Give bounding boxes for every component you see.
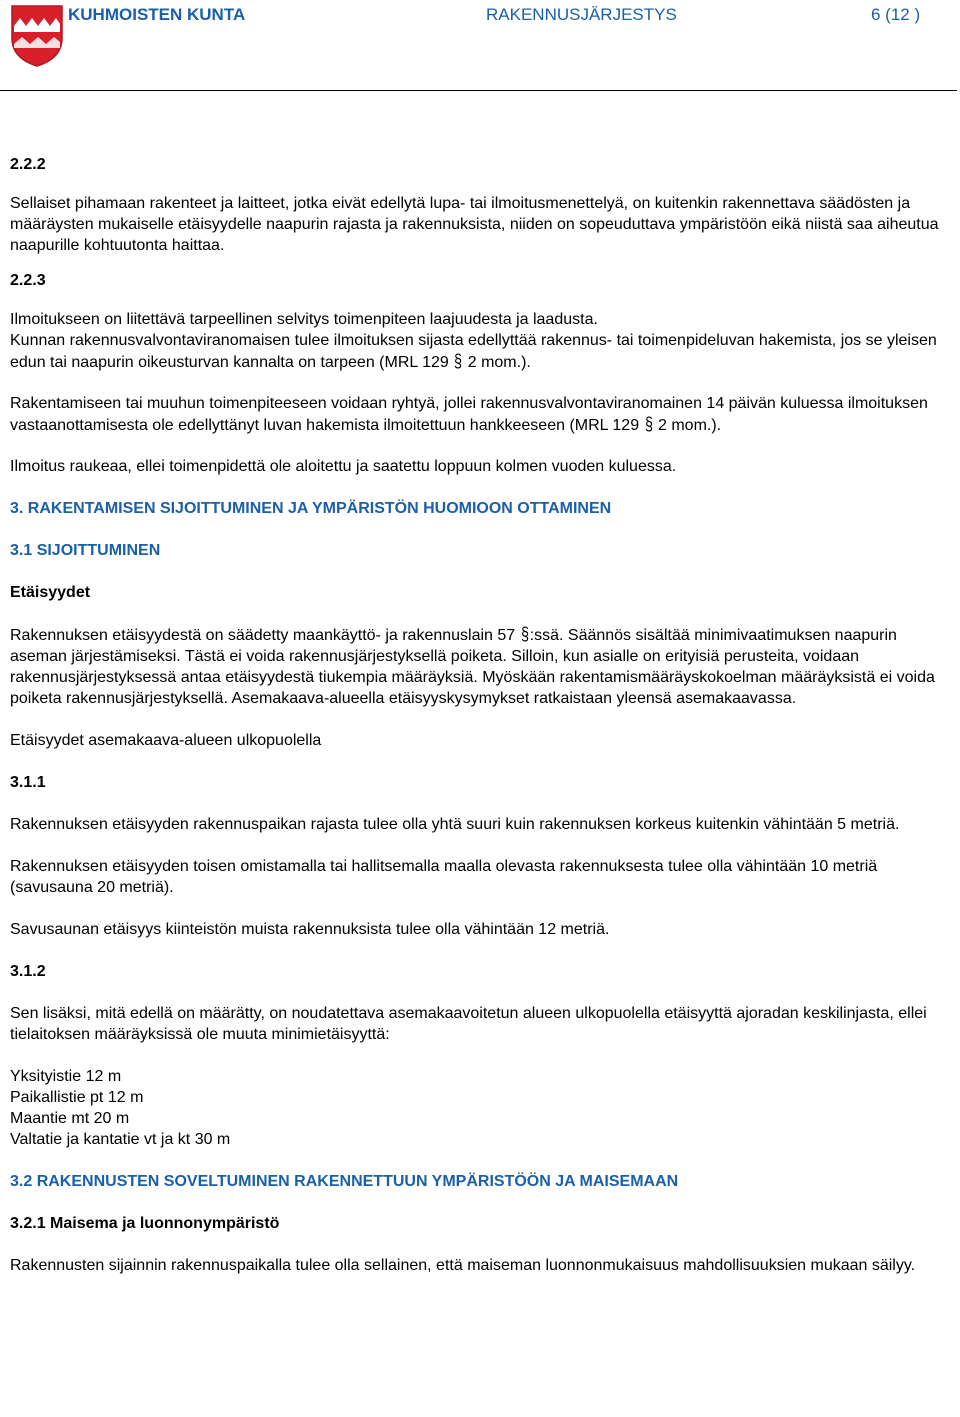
municipal-coat-of-arms-icon xyxy=(10,4,64,68)
heading-3-2: 3.2 RAKENNUSTEN SOVELTUMINEN RAKENNETTUUN YMPÄRISTÖÖN JA MAISEMAAN xyxy=(10,1173,679,1190)
text-part: Rakentamiseen tai muuhun toimenpiteeseen voidaan ryhtyä, jollei rakennusvalvontaviranomainen 14 päivän kuluessa ilmoituksen vastaanottamisesta ole edellyttänyt luvan hakemista ilmoitettuun hankkeeseen (MRL 129 xyxy=(10,395,928,434)
list-item: Yksityistie 12 m xyxy=(10,1068,122,1085)
section-symbol: § xyxy=(454,351,463,371)
section-2-2-3-text-1: Ilmoitukseen on liitettävä tarpeellinen selvitys toimenpiteen laajuudesta ja laadusta. xyxy=(10,311,598,328)
text-part: Rakennuksen etäisyydestä on säädetty maankäyttö- ja rakennuslain 57 xyxy=(10,627,520,644)
etaisyydet-ulkopuolella: Etäisyydet asemakaava-alueen ulkopuolella xyxy=(10,732,322,749)
section-3-1-1-text-2: Rakennuksen etäisyyden toisen omistamalla tai hallitsemalla maalla olevasta rakennuksesta tulee olla vähintään 10 metriä (savusauna 20 metriä). xyxy=(10,858,878,896)
section-2-2-3-text-4: Ilmoitus raukeaa, ellei toimenpidettä ole aloitettu ja saatettu loppuun kolmen vuoden kuluessa. xyxy=(10,458,677,475)
text-part: 2 mom.). xyxy=(463,354,531,371)
text-part: 2 mom.). xyxy=(653,417,722,434)
section-3-1-1-text-3: Savusaunan etäisyys kiinteistön muista rakennuksista tulee olla vähintään 12 metriä. xyxy=(10,921,610,938)
section-3-1-1-number: 3.1.1 xyxy=(10,774,46,791)
section-2-2-3-text-2 xyxy=(10,330,950,373)
organization-name: KUHMOISTEN KUNTA xyxy=(68,5,246,24)
list-item: Valtatie ja kantatie vt ja kt 30 m xyxy=(10,1131,231,1148)
section-2-2-2-text: Sellaiset pihamaan rakenteet ja laitteet, jotka eivät edellytä lupa- tai ilmoitusmenettelyä, on kuitenkin rakennettava säädösten ja määräysten mukaiselle etäisyydelle naapurin rajasta ja rakennuksista, niiden on sopeuduttava ympäristöön eikä niistä saa aiheutua naapurille kohtuutonta haittaa. xyxy=(10,195,939,254)
heading-etaisyydet: Etäisyydet xyxy=(10,584,91,601)
document-title: RAKENNUSJÄRJESTYS xyxy=(486,5,677,24)
heading-3-1: 3.1 SIJOITTUMINEN xyxy=(10,542,161,559)
header-divider xyxy=(0,90,957,91)
list-item: Maantie mt 20 m xyxy=(10,1110,130,1127)
section-2-2-2-number: 2.2.2 xyxy=(10,156,46,173)
section-3-1-2-number: 3.1.2 xyxy=(10,963,46,980)
heading-3: 3. RAKENTAMISEN SIJOITTUMINEN JA YMPÄRISTÖN HUOMIOON OTTAMINEN xyxy=(10,500,612,517)
section-2-2-3-text-3 xyxy=(10,393,950,436)
section-symbol: § xyxy=(644,414,653,434)
page-number: 6 (12 ) xyxy=(871,5,921,24)
text-part: Kunnan rakennusvalvontaviranomaisen tulee ilmoituksen sijasta edellyttää rakennus- tai toimenpideluvan hakemista, jos se yleisen edun tai naapurin oikeusturvan kannalta on tarpeen (MRL 129 xyxy=(10,332,937,371)
list-item: Paikallistie pt 12 m xyxy=(10,1089,144,1106)
etaisyydet-text xyxy=(10,624,950,709)
section-3-1-1-text-1: Rakennuksen etäisyyden rakennuspaikan rajasta tulee olla yhtä suuri kuin rakennuksen korkeus kuitenkin vähintään 5 metriä. xyxy=(10,816,900,833)
text-part: :ssä. Säännös sisältää minimivaatimuksen naapurin aseman järjestämiseksi. Tästä ei voida rakennusjärjestyksellä poiketa. Silloin, kun asialle on erityisiä perusteita, voidaan rakennusjärjestyksessä antaa etäisyydestä tiukempia määräyksiä. Myöskään rakentamismääräyskokoelman määräyksistä ei voida poiketa rakennusjärjestyksellä. Asemakaava-alueella etäisyyskysymykset ratkaistaan yleensä asemakaavassa. xyxy=(10,627,935,707)
section-symbol: § xyxy=(520,624,529,644)
heading-3-2-1: 3.2.1 Maisema ja luonnonympäristö xyxy=(10,1215,280,1232)
page-header xyxy=(0,0,960,92)
section-2-2-3-number: 2.2.3 xyxy=(10,272,46,289)
road-distance-list xyxy=(10,1066,950,1150)
section-3-1-2-text: Sen lisäksi, mitä edellä on määrätty, on noudatettava asemakaavoitetun alueen ulkopuolella etäisyyttä ajoradan keskilinjasta, ellei tielaitoksen määräyksissä ole muuta minimietäisyyttä: xyxy=(10,1005,927,1043)
section-3-2-1-text: Rakennusten sijainnin rakennuspaikalla tulee olla sellainen, että maiseman luonnonmukaisuus mahdollisuuksien mukaan säilyy. xyxy=(10,1257,916,1274)
document-body xyxy=(10,154,950,1276)
